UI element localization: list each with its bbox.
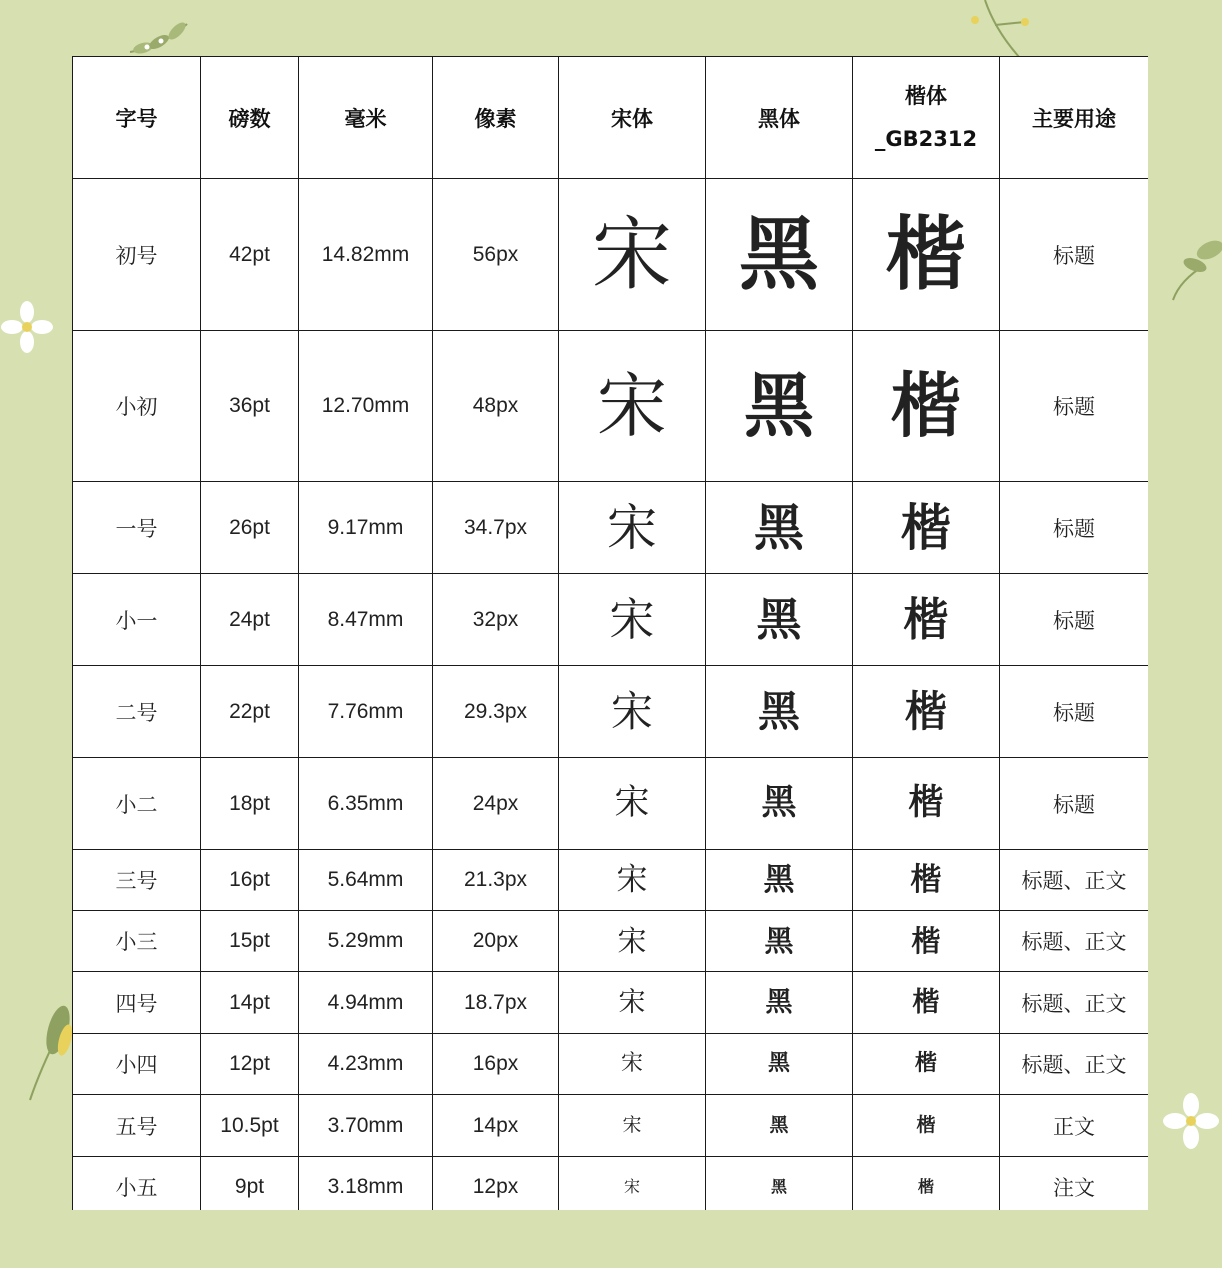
table-row	[73, 911, 1149, 972]
millimeters-cell: 9.17mm	[299, 482, 433, 574]
heiti-sample-cell: 黑	[706, 1034, 853, 1095]
millimeters-cell: 8.47mm	[299, 574, 433, 666]
font-size-table-sheet	[72, 56, 1148, 1210]
table-header-row	[73, 57, 1149, 179]
millimeters-cell: 3.18mm	[299, 1157, 433, 1211]
points-cell: 12pt	[201, 1034, 299, 1095]
usage-cell: 标题	[1000, 666, 1149, 758]
heiti-sample-cell: 黑	[706, 482, 853, 574]
header-px: 像素	[433, 57, 559, 179]
header-usage: 主要用途	[1000, 57, 1149, 179]
songti-sample-cell: 宋	[559, 331, 706, 482]
points-cell: 18pt	[201, 758, 299, 850]
millimeters-cell: 12.70mm	[299, 331, 433, 482]
header-kaiti-line2: _GB2312	[874, 126, 978, 151]
table-row	[73, 850, 1149, 911]
kaiti-sample-cell: 楷	[853, 1034, 1000, 1095]
leaf-sprig-icon	[1165, 230, 1222, 305]
kaiti-sample-cell: 楷	[853, 179, 1000, 331]
table-row	[73, 1157, 1149, 1211]
pixels-cell: 29.3px	[433, 666, 559, 758]
pixels-cell: 24px	[433, 758, 559, 850]
heiti-sample-cell: 黑	[706, 758, 853, 850]
branch-icon	[965, 0, 1035, 60]
heiti-sample-cell: 黑	[706, 666, 853, 758]
size-name-cell: 小二	[73, 758, 201, 850]
usage-cell: 标题、正文	[1000, 911, 1149, 972]
kaiti-sample-cell: 楷	[853, 911, 1000, 972]
songti-sample-cell: 宋	[559, 758, 706, 850]
font-size-table	[72, 56, 1148, 1210]
table-row	[73, 1095, 1149, 1157]
header-songti: 宋体	[559, 57, 706, 179]
usage-cell: 标题	[1000, 331, 1149, 482]
size-name-cell: 小一	[73, 574, 201, 666]
points-cell: 22pt	[201, 666, 299, 758]
millimeters-cell: 3.70mm	[299, 1095, 433, 1157]
kaiti-sample-cell: 楷	[853, 758, 1000, 850]
size-name-cell: 初号	[73, 179, 201, 331]
points-cell: 16pt	[201, 850, 299, 911]
size-name-cell: 小四	[73, 1034, 201, 1095]
points-cell: 10.5pt	[201, 1095, 299, 1157]
kaiti-sample-cell: 楷	[853, 482, 1000, 574]
usage-cell: 标题	[1000, 482, 1149, 574]
usage-cell: 标题、正文	[1000, 1034, 1149, 1095]
pixels-cell: 21.3px	[433, 850, 559, 911]
table-row	[73, 666, 1149, 758]
heiti-sample-cell: 黑	[706, 331, 853, 482]
songti-sample-cell: 宋	[559, 1095, 706, 1157]
songti-sample-cell: 宋	[559, 179, 706, 331]
pixels-cell: 32px	[433, 574, 559, 666]
size-name-cell: 小初	[73, 331, 201, 482]
flower-icon	[0, 300, 54, 354]
heiti-sample-cell: 黑	[706, 1095, 853, 1157]
usage-cell: 标题	[1000, 758, 1149, 850]
table-row	[73, 331, 1149, 482]
table-row	[73, 1034, 1149, 1095]
heiti-sample-cell: 黑	[706, 972, 853, 1034]
pixels-cell: 12px	[433, 1157, 559, 1211]
songti-sample-cell: 宋	[559, 666, 706, 758]
table-row	[73, 482, 1149, 574]
table-row	[73, 972, 1149, 1034]
leaf-sprig-icon	[20, 1000, 72, 1105]
table-body	[73, 179, 1149, 1211]
points-cell: 14pt	[201, 972, 299, 1034]
points-cell: 9pt	[201, 1157, 299, 1211]
pixels-cell: 14px	[433, 1095, 559, 1157]
heiti-sample-cell: 黑	[706, 1157, 853, 1211]
kaiti-sample-cell: 楷	[853, 1157, 1000, 1211]
songti-sample-cell: 宋	[559, 1034, 706, 1095]
points-cell: 36pt	[201, 331, 299, 482]
kaiti-sample-cell: 楷	[853, 850, 1000, 911]
kaiti-sample-cell: 楷	[853, 331, 1000, 482]
millimeters-cell: 4.94mm	[299, 972, 433, 1034]
header-kaiti	[853, 57, 1000, 179]
heiti-sample-cell: 黑	[706, 179, 853, 331]
heiti-sample-cell: 黑	[706, 850, 853, 911]
heiti-sample-cell: 黑	[706, 574, 853, 666]
table-row	[73, 179, 1149, 331]
points-cell: 26pt	[201, 482, 299, 574]
millimeters-cell: 5.29mm	[299, 911, 433, 972]
size-name-cell: 三号	[73, 850, 201, 911]
leaf-sprig-icon	[125, 18, 195, 60]
songti-sample-cell: 宋	[559, 574, 706, 666]
header-kaiti-line1: 楷体	[905, 83, 947, 108]
points-cell: 15pt	[201, 911, 299, 972]
size-name-cell: 小三	[73, 911, 201, 972]
header-zihao: 字号	[73, 57, 201, 179]
songti-sample-cell: 宋	[559, 1157, 706, 1211]
kaiti-sample-cell: 楷	[853, 1095, 1000, 1157]
millimeters-cell: 4.23mm	[299, 1034, 433, 1095]
usage-cell: 标题、正文	[1000, 850, 1149, 911]
pixels-cell: 20px	[433, 911, 559, 972]
size-name-cell: 二号	[73, 666, 201, 758]
header-heiti: 黑体	[706, 57, 853, 179]
flower-icon	[1162, 1092, 1220, 1150]
size-name-cell: 一号	[73, 482, 201, 574]
size-name-cell: 四号	[73, 972, 201, 1034]
points-cell: 42pt	[201, 179, 299, 331]
pixels-cell: 18.7px	[433, 972, 559, 1034]
header-mm: 毫米	[299, 57, 433, 179]
usage-cell: 标题	[1000, 179, 1149, 331]
kaiti-sample-cell: 楷	[853, 972, 1000, 1034]
millimeters-cell: 5.64mm	[299, 850, 433, 911]
points-cell: 24pt	[201, 574, 299, 666]
songti-sample-cell: 宋	[559, 850, 706, 911]
songti-sample-cell: 宋	[559, 972, 706, 1034]
pixels-cell: 48px	[433, 331, 559, 482]
millimeters-cell: 7.76mm	[299, 666, 433, 758]
pixels-cell: 56px	[433, 179, 559, 331]
usage-cell: 标题	[1000, 574, 1149, 666]
usage-cell: 正文	[1000, 1095, 1149, 1157]
millimeters-cell: 6.35mm	[299, 758, 433, 850]
usage-cell: 注文	[1000, 1157, 1149, 1211]
table-row	[73, 758, 1149, 850]
size-name-cell: 小五	[73, 1157, 201, 1211]
songti-sample-cell: 宋	[559, 911, 706, 972]
pixels-cell: 34.7px	[433, 482, 559, 574]
kaiti-sample-cell: 楷	[853, 666, 1000, 758]
millimeters-cell: 14.82mm	[299, 179, 433, 331]
pixels-cell: 16px	[433, 1034, 559, 1095]
kaiti-sample-cell: 楷	[853, 574, 1000, 666]
table-row	[73, 574, 1149, 666]
songti-sample-cell: 宋	[559, 482, 706, 574]
heiti-sample-cell: 黑	[706, 911, 853, 972]
size-name-cell: 五号	[73, 1095, 201, 1157]
header-pt: 磅数	[201, 57, 299, 179]
usage-cell: 标题、正文	[1000, 972, 1149, 1034]
